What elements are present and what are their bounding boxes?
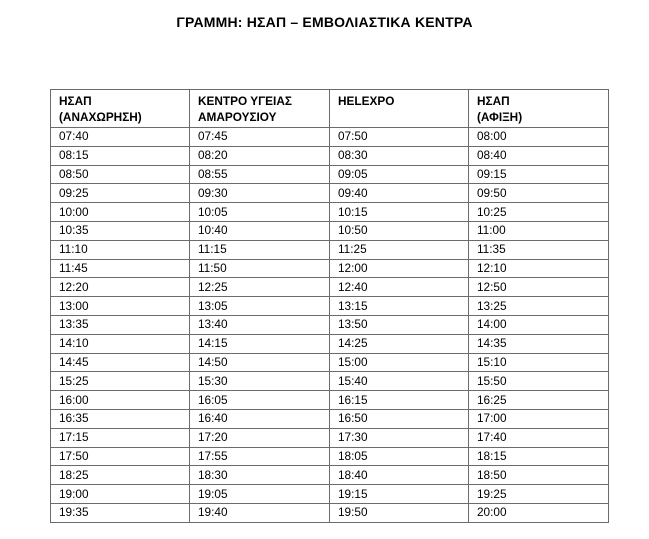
time-cell: 08:30 bbox=[330, 146, 469, 165]
time-cell: 11:50 bbox=[190, 259, 330, 278]
time-cell: 08:20 bbox=[190, 146, 330, 165]
table-row bbox=[51, 503, 609, 522]
time-cell: 14:45 bbox=[51, 353, 190, 372]
time-cell: 10:05 bbox=[190, 203, 330, 222]
time-cell: 14:10 bbox=[51, 334, 190, 353]
column-header-line: (ΑΝΑΧΩΡΗΣΗ) bbox=[59, 110, 142, 124]
time-cell: 08:50 bbox=[51, 165, 190, 184]
time-cell: 13:05 bbox=[190, 297, 330, 316]
time-cell: 10:40 bbox=[190, 221, 330, 240]
table-row bbox=[51, 334, 609, 353]
table-row bbox=[51, 259, 609, 278]
time-cell: 17:55 bbox=[190, 447, 330, 466]
time-cell: 18:50 bbox=[469, 466, 609, 485]
time-cell: 17:20 bbox=[190, 428, 330, 447]
table-row bbox=[51, 278, 609, 297]
time-cell: 14:15 bbox=[190, 334, 330, 353]
time-cell: 15:50 bbox=[469, 372, 609, 391]
time-cell: 11:25 bbox=[330, 240, 469, 259]
time-cell: 19:25 bbox=[469, 485, 609, 504]
time-cell: 08:00 bbox=[469, 128, 609, 147]
time-cell: 11:35 bbox=[469, 240, 609, 259]
time-cell: 12:10 bbox=[469, 259, 609, 278]
column-header-arrival bbox=[469, 90, 609, 128]
time-cell: 07:40 bbox=[51, 128, 190, 147]
time-cell: 13:50 bbox=[330, 315, 469, 334]
time-cell: 16:35 bbox=[51, 409, 190, 428]
time-cell: 11:00 bbox=[469, 221, 609, 240]
table-row bbox=[51, 353, 609, 372]
page-title: ΓΡΑΜΜΗ: ΗΣΑΠ – ΕΜΒΟΛΙΑΣΤΙΚΑ ΚΕΝΤΡΑ bbox=[176, 14, 473, 30]
table-row bbox=[51, 315, 609, 334]
column-header-health-center bbox=[190, 90, 330, 128]
column-header-line: ΚΕΝΤΡΟ ΥΓΕΙΑΣ bbox=[198, 94, 292, 108]
time-cell: 11:15 bbox=[190, 240, 330, 259]
time-cell: 14:00 bbox=[469, 315, 609, 334]
schedule-body bbox=[51, 128, 609, 523]
time-cell: 09:30 bbox=[190, 184, 330, 203]
time-cell: 12:50 bbox=[469, 278, 609, 297]
time-cell: 10:35 bbox=[51, 221, 190, 240]
time-cell: 16:50 bbox=[330, 409, 469, 428]
time-cell: 15:40 bbox=[330, 372, 469, 391]
time-cell: 18:05 bbox=[330, 447, 469, 466]
time-cell: 08:15 bbox=[51, 146, 190, 165]
time-cell: 09:25 bbox=[51, 184, 190, 203]
column-header-line: (ΑΦΙΞΗ) bbox=[477, 110, 523, 124]
table-row bbox=[51, 221, 609, 240]
table-row bbox=[51, 165, 609, 184]
column-header-departure bbox=[51, 90, 190, 128]
time-cell: 17:30 bbox=[330, 428, 469, 447]
time-cell: 11:10 bbox=[51, 240, 190, 259]
time-cell: 09:40 bbox=[330, 184, 469, 203]
time-cell: 19:00 bbox=[51, 485, 190, 504]
time-cell: 15:30 bbox=[190, 372, 330, 391]
table-row bbox=[51, 146, 609, 165]
time-cell: 18:15 bbox=[469, 447, 609, 466]
table-row bbox=[51, 240, 609, 259]
table-row bbox=[51, 128, 609, 147]
header-row bbox=[51, 90, 609, 128]
time-cell: 16:15 bbox=[330, 391, 469, 410]
time-cell: 10:00 bbox=[51, 203, 190, 222]
column-header-line: HELEXPO bbox=[338, 94, 395, 108]
time-cell: 14:50 bbox=[190, 353, 330, 372]
time-cell: 14:35 bbox=[469, 334, 609, 353]
time-cell: 13:25 bbox=[469, 297, 609, 316]
time-cell: 18:25 bbox=[51, 466, 190, 485]
table-row bbox=[51, 372, 609, 391]
table-row bbox=[51, 184, 609, 203]
table-row bbox=[51, 466, 609, 485]
table-row bbox=[51, 203, 609, 222]
time-cell: 12:00 bbox=[330, 259, 469, 278]
time-cell: 19:05 bbox=[190, 485, 330, 504]
time-cell: 16:25 bbox=[469, 391, 609, 410]
table-row bbox=[51, 297, 609, 316]
time-cell: 18:30 bbox=[190, 466, 330, 485]
time-cell: 13:00 bbox=[51, 297, 190, 316]
table-row bbox=[51, 485, 609, 504]
table-row bbox=[51, 391, 609, 410]
time-cell: 19:35 bbox=[51, 503, 190, 522]
time-cell: 10:25 bbox=[469, 203, 609, 222]
time-cell: 12:20 bbox=[51, 278, 190, 297]
time-cell: 13:40 bbox=[190, 315, 330, 334]
time-cell: 10:50 bbox=[330, 221, 469, 240]
time-cell: 19:15 bbox=[330, 485, 469, 504]
time-cell: 09:15 bbox=[469, 165, 609, 184]
schedule-table bbox=[50, 89, 609, 523]
time-cell: 15:00 bbox=[330, 353, 469, 372]
time-cell: 15:10 bbox=[469, 353, 609, 372]
column-header-line: ΗΣΑΠ bbox=[59, 94, 92, 108]
time-cell: 11:45 bbox=[51, 259, 190, 278]
table-row bbox=[51, 409, 609, 428]
time-cell: 07:50 bbox=[330, 128, 469, 147]
time-cell: 13:35 bbox=[51, 315, 190, 334]
time-cell: 19:50 bbox=[330, 503, 469, 522]
time-cell: 18:40 bbox=[330, 466, 469, 485]
time-cell: 17:15 bbox=[51, 428, 190, 447]
time-cell: 12:25 bbox=[190, 278, 330, 297]
time-cell: 12:40 bbox=[330, 278, 469, 297]
time-cell: 16:40 bbox=[190, 409, 330, 428]
time-cell: 20:00 bbox=[469, 503, 609, 522]
time-cell: 19:40 bbox=[190, 503, 330, 522]
time-cell: 07:45 bbox=[190, 128, 330, 147]
table-row bbox=[51, 447, 609, 466]
column-header-line: ΗΣΑΠ bbox=[477, 94, 510, 108]
time-cell: 17:40 bbox=[469, 428, 609, 447]
column-header-line: ΑΜΑΡΟΥΣΙΟΥ bbox=[198, 110, 277, 124]
time-cell: 16:00 bbox=[51, 391, 190, 410]
table-row bbox=[51, 428, 609, 447]
time-cell: 14:25 bbox=[330, 334, 469, 353]
time-cell: 15:25 bbox=[51, 372, 190, 391]
time-cell: 09:05 bbox=[330, 165, 469, 184]
time-cell: 17:50 bbox=[51, 447, 190, 466]
time-cell: 08:55 bbox=[190, 165, 330, 184]
time-cell: 17:00 bbox=[469, 409, 609, 428]
time-cell: 08:40 bbox=[469, 146, 609, 165]
time-cell: 09:50 bbox=[469, 184, 609, 203]
time-cell: 10:15 bbox=[330, 203, 469, 222]
column-header-helexpo bbox=[330, 90, 469, 128]
time-cell: 16:05 bbox=[190, 391, 330, 410]
time-cell: 13:15 bbox=[330, 297, 469, 316]
